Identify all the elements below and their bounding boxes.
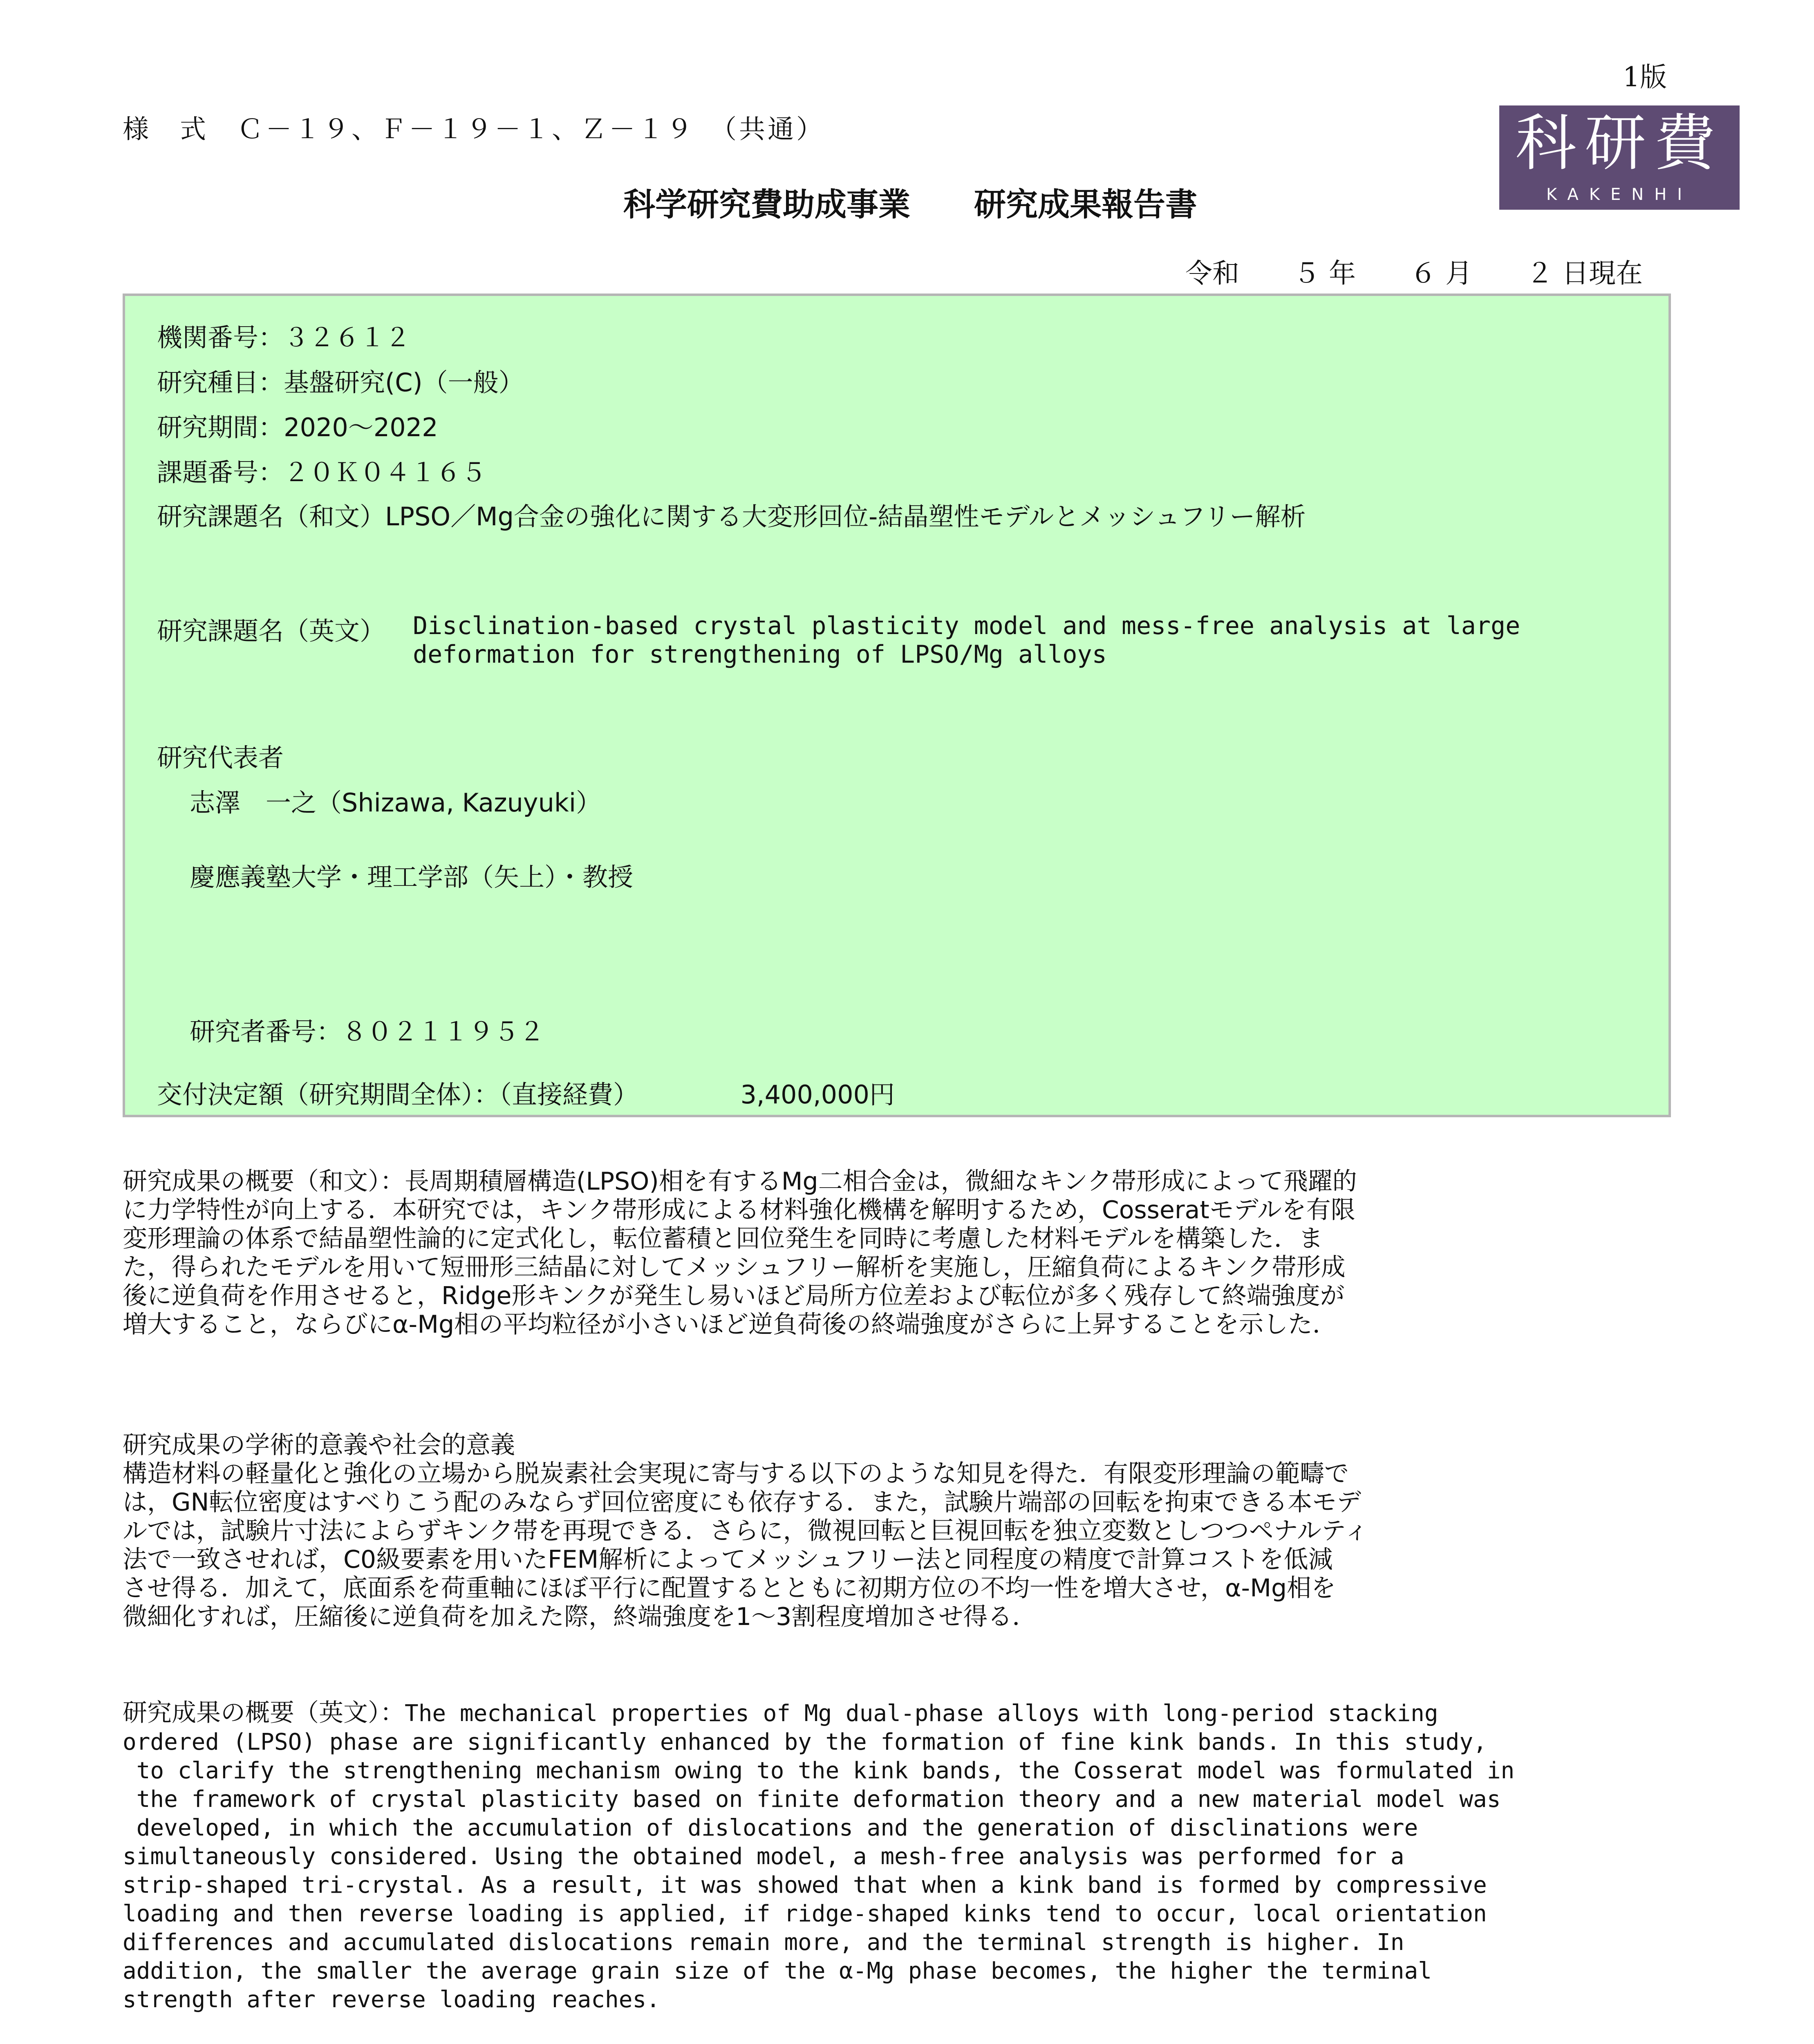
summary-ja-line: に力学特性が向上する．本研究では，キンク帯形成による材料強化機構を解明するため，Cosseratモデルを有限 (123, 1196, 1355, 1224)
summary-ja-line: 後に逆負荷を作用させると，Ridge形キンクが発生し易いほど局所方位差および転位が多く残存して終端強度が (123, 1282, 1345, 1310)
grant-amount: 3,400,000円 (740, 1080, 895, 1109)
researcher-number: ８０２１１９５２ (342, 1017, 545, 1047)
title-en-line-2: deformation for strengthening of LPSO/Mg alloys (413, 640, 1107, 669)
research-period: 2020～2022 (284, 412, 438, 442)
project-number: ２０Ｋ０４１６５ (284, 457, 487, 487)
project-info-box (123, 294, 1671, 1117)
summary-en-label: 研究成果の概要（英文）： (123, 1699, 405, 1727)
title-en-line-1: Disclination-based crystal plasticity model and mess-free analysis at large (413, 612, 1521, 640)
research-period-row (157, 407, 438, 444)
significance-line: 構造材料の軽量化と強化の立場から脱炭素社会実現に寄与する以下のような知見を得た．有限変形理論の範疇で (123, 1459, 1349, 1488)
project-number-row (157, 452, 486, 489)
grant-row (157, 1074, 895, 1111)
significance-line: ルでは，試験片寸法によらずキンク帯を再現できる．さらに，微視回転と巨視回転を独立変数としつつペナルティ (123, 1517, 1368, 1545)
significance (123, 1431, 1368, 1631)
research-category-label: 研究種目： (157, 368, 284, 397)
researcher-number-label: 研究者番号： (190, 1017, 342, 1047)
as-of-date: 令和 ５ 年 ６ 月 ２ 日現在 (1185, 258, 1643, 289)
researcher-number-row (190, 1011, 544, 1048)
summary-ja-line: 増大すること，ならびにα-Mg相の平均粒径が小さいほど逆負荷後の終端強度がさらに上昇することを示した． (123, 1310, 1337, 1339)
significance-line: 微細化すれば，圧縮後に逆負荷を加えた際，終端強度を1～3割程度増加させ得る． (123, 1602, 1037, 1631)
document-title: 科学研究費助成事業 研究成果報告書 (623, 186, 1198, 223)
summary-en (123, 1699, 1514, 2014)
logo-roman: KAKENHI (1546, 185, 1693, 204)
significance-line: は，GN転位密度はすべりこう配のみならず回位密度にも依存する．また，試験片端部の回転を拘束できる本モデ (123, 1488, 1362, 1517)
title-en-label: 研究課題名（英文） (157, 616, 385, 646)
summary-ja-line: 変形理論の体系で結晶塑性論的に定式化し，転位蓄積と回位発生を同時に考慮した材料モデルを構築した．ま (123, 1224, 1323, 1253)
summary-en-line: loading and then reverse loading is applied, if ridge-shaped kinks tend to occur, local orientation (123, 1901, 1487, 1927)
logo-kanji: 科研費 (1515, 108, 1724, 179)
title-ja-row (157, 496, 1306, 533)
institution-code-label: 機関番号： (157, 323, 284, 352)
summary-en-line: the framework of crystal plasticity based on finite deformation theory and a new material model was (123, 1786, 1501, 1813)
summary-ja-line: 研究成果の概要（和文）：長周期積層構造(LPSO)相を有するMg二相合金は，微細なキンク帯形成によって飛躍的 (123, 1167, 1357, 1196)
institution-code: ３２６１２ (284, 323, 411, 352)
pi-affiliation: 慶應義塾大学・理工学部（矢上）・教授 (190, 862, 634, 892)
institution-code-row (157, 317, 410, 354)
summary-en-line: addition, the smaller the average grain size of the α-Mg phase becomes, the higher the terminal (123, 1958, 1432, 1984)
summary-en-line: simultaneously considered. Using the obtained model, a mesh-free analysis was performed for a (123, 1843, 1404, 1870)
research-category-row (157, 362, 524, 399)
pi-label: 研究代表者 (157, 743, 284, 773)
project-number-label: 課題番号： (157, 457, 284, 487)
summary-en-line: strength after reverse loading reaches. (123, 1986, 660, 2013)
summary-en-line: ordered (LPSO) phase are significantly enhanced by the formation of fine kink bands. In this study, (123, 1729, 1487, 1755)
significance-line: 法で一致させれば，C0級要素を用いたFEM解析によってメッシュフリー法と同程度の精度で計算コストを低減 (123, 1545, 1333, 1574)
kakenhi-logo (1499, 105, 1740, 210)
summary-en-line: differences and accumulated dislocations remain more, and the terminal strength is higher. In (123, 1929, 1404, 1956)
summary-en-first-line (123, 1699, 1514, 1728)
title-ja: LPSO／Mg合金の強化に関する大変形回位-結晶塑性モデルとメッシュフリー解析 (385, 502, 1306, 531)
summary-en-first-text: The mechanical properties of Mg dual-phase alloys with long-period stacking (405, 1700, 1438, 1727)
significance-line: させ得る．加えて，底面系を荷重軸にほぼ平行に配置するとともに初期方位の不均一性を増大させ，α-Mg相を (123, 1574, 1336, 1602)
edition-label: 1版 (1623, 61, 1667, 93)
research-category: 基盤研究(C)（一般） (284, 368, 524, 397)
summary-en-line: strip-shaped tri-crystal. As a result, it was showed that when a kink band is formed by compressive (123, 1872, 1487, 1898)
summary-en-line: to clarify the strengthening mechanism owing to the kink bands, the Cosserat model was formulated in (123, 1757, 1515, 1784)
pi-name: 志澤 一之（Shizawa, Kazuyuki） (190, 788, 602, 818)
summary-ja-line: た，得られたモデルを用いて短冊形三結晶に対してメッシュフリー解析を実施し，圧縮負荷によるキンク帯形成 (123, 1253, 1346, 1282)
research-period-label: 研究期間： (157, 412, 284, 442)
summary-en-line: developed, in which the accumulation of dislocations and the generation of disclinations were (123, 1815, 1418, 1841)
summary-ja (123, 1167, 1357, 1339)
significance-heading: 研究成果の学術的意義や社会的意義 (123, 1431, 515, 1459)
form-id: 様 式 Ｃ－１９、Ｆ－１９－１、Ｚ－１９ （共通） (123, 114, 825, 145)
grant-label: 交付決定額（研究期間全体）：（直接経費） (157, 1080, 639, 1109)
title-ja-label: 研究課題名（和文） (157, 502, 385, 531)
